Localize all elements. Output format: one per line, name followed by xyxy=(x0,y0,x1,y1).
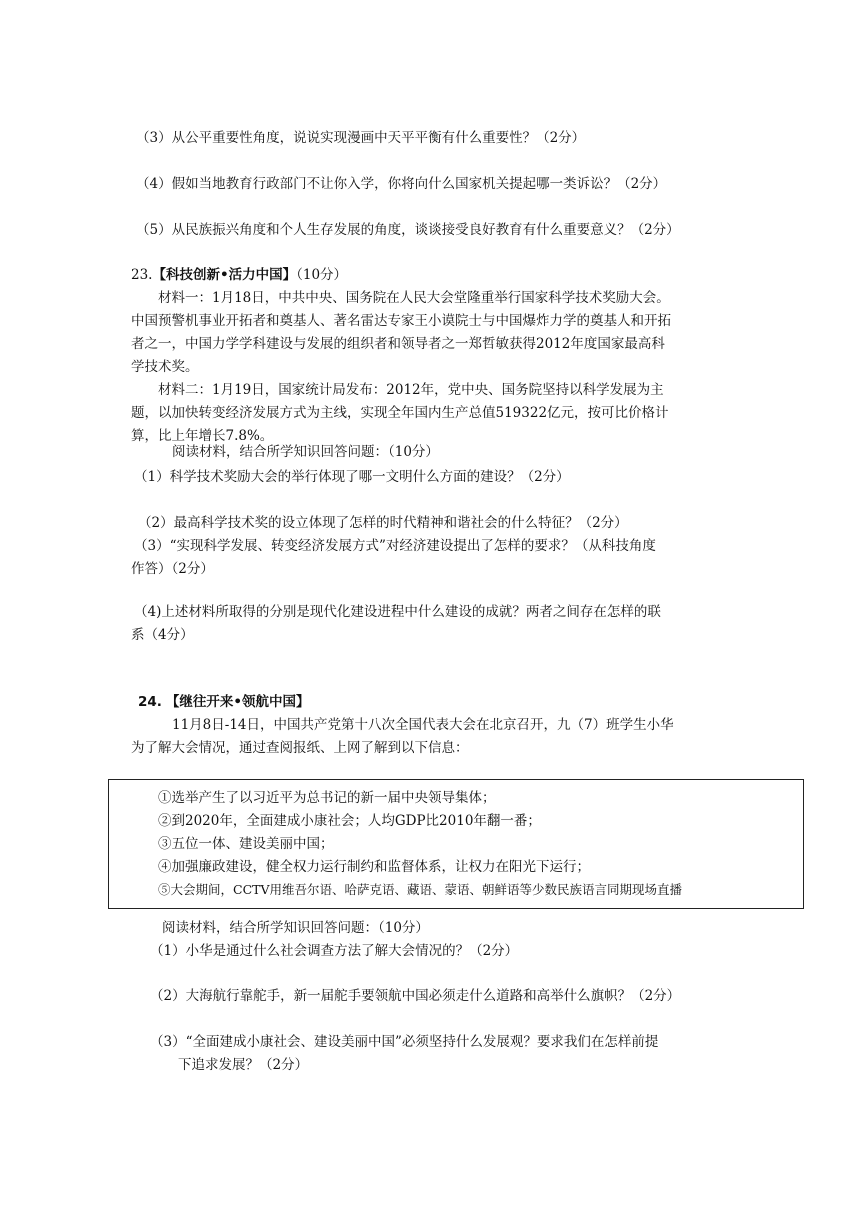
q24-2: （2）大海航行靠舵手，新一届舵手要领航中国必须走什么道路和高举什么旗帜？（2分） xyxy=(150,988,681,1004)
q23-2: （2）最高科学技术奖的设立体现了怎样的时代精神和谐社会的什么特征？（2分） xyxy=(138,515,628,531)
q24-heading xyxy=(138,692,310,712)
q24-intro-line-2: 为了解大会情况，通过查阅报纸、上网了解到以下信息： xyxy=(131,740,469,756)
box-item-2: ②到2020年，全面建成小康社会；人均GDP比2010年翻一番； xyxy=(158,813,541,829)
q23-number: 23. xyxy=(131,267,153,283)
q24-number: 24. xyxy=(138,694,162,710)
material1-line-4: 学技术奖。 xyxy=(131,359,199,375)
material2-line-3: 算，比上年增长7.8%。 xyxy=(131,428,274,444)
q23-1: （1）科学技术奖励大会的举行体现了哪一文明什么方面的建设？（2分） xyxy=(134,469,570,485)
q23-4-line-1: （4)上述材料所取得的分别是现代化建设进程中什么建设的成就？两者之间存在怎样的联 xyxy=(134,604,661,620)
box-item-4: ④加强廉政建设，健全权力运行制约和监督体系，让权力在阳光下运行； xyxy=(158,859,590,875)
q24-1: （1）小华是通过什么社会调查方法了解大会情况的？（2分） xyxy=(150,943,519,959)
material2-line-2: 题，以加快转变经济发展方式为主线，实现全年国内生产总值519322亿元，按可比价格计 xyxy=(131,405,669,421)
q22-5: （5）从民族振兴角度和个人生存发展的角度，谈谈接受良好教育有什么重要意义？（2分） xyxy=(136,222,680,238)
q22-4: （4）假如当地教育行政部门不让你入学，你将向什么国家机关提起哪一类诉讼？（2分） xyxy=(136,176,667,192)
q23-3-line-2: 作答）（2分） xyxy=(131,561,214,577)
material2-line-1: 材料二：1月19日，国家统计局发布：2012年，党中央、国务院坚持以科学发展为主 xyxy=(158,382,664,398)
box-item-3: ③五位一体、建设美丽中国； xyxy=(158,836,334,852)
q22-3: （3）从公平重要性角度，说说实现漫画中天平平衡有什么重要性？（2分） xyxy=(136,130,586,146)
q23-heading xyxy=(131,265,347,285)
q23-title: 【科技创新•活力中国】 xyxy=(152,267,297,283)
q23-instruction: 阅读材料，结合所学知识回答问题：（10分） xyxy=(172,444,439,460)
material1-line-3: 者之一，中国力学学科建设与发展的组织者和领导者之一郑哲敏获得2012年度国家最高科 xyxy=(131,336,665,352)
box-item-5: ⑤大会期间，CCTV用维吾尔语、哈萨克语、藏语、蒙语、朝鲜语等少数民族语言同期现场直播 xyxy=(158,882,682,897)
material1-line-2: 中国预警机事业开拓者和奠基人、著名雷达专家王小谟院士与中国爆炸力学的奠基人和开拓 xyxy=(131,313,671,329)
q24-3-line-2: 下追求发展？（2分） xyxy=(178,1057,309,1073)
q24-3-line-1: （3）“全面建成小康社会、建设美丽中国”必须坚持什么发展观？要求我们在怎样前提 xyxy=(150,1034,659,1050)
q23-3-line-1: （3）“实现科学发展、转变经济发展方式”对经济建设提出了怎样的要求？（从科技角度 xyxy=(134,538,656,554)
q24-intro-line-1: 11月8日-14日，中国共产党第十八次全国代表大会在北京召开，九（7）班学生小华 xyxy=(172,717,674,733)
box-item-1: ①选举产生了以习近平为总书记的新一届中央领导集体； xyxy=(158,790,496,806)
material1-line-1: 材料一：1月18日，中共中央、国务院在人民大会堂隆重举行国家科学技术奖励大会。 xyxy=(158,290,670,306)
q23-score: （10分） xyxy=(296,267,348,283)
q23-4-line-2: 系（4分） xyxy=(131,627,194,643)
q24-instruction: 阅读材料，结合所学知识回答问题：（10分） xyxy=(162,920,429,936)
q24-title: 【继往开来•领航中国】 xyxy=(165,694,310,710)
